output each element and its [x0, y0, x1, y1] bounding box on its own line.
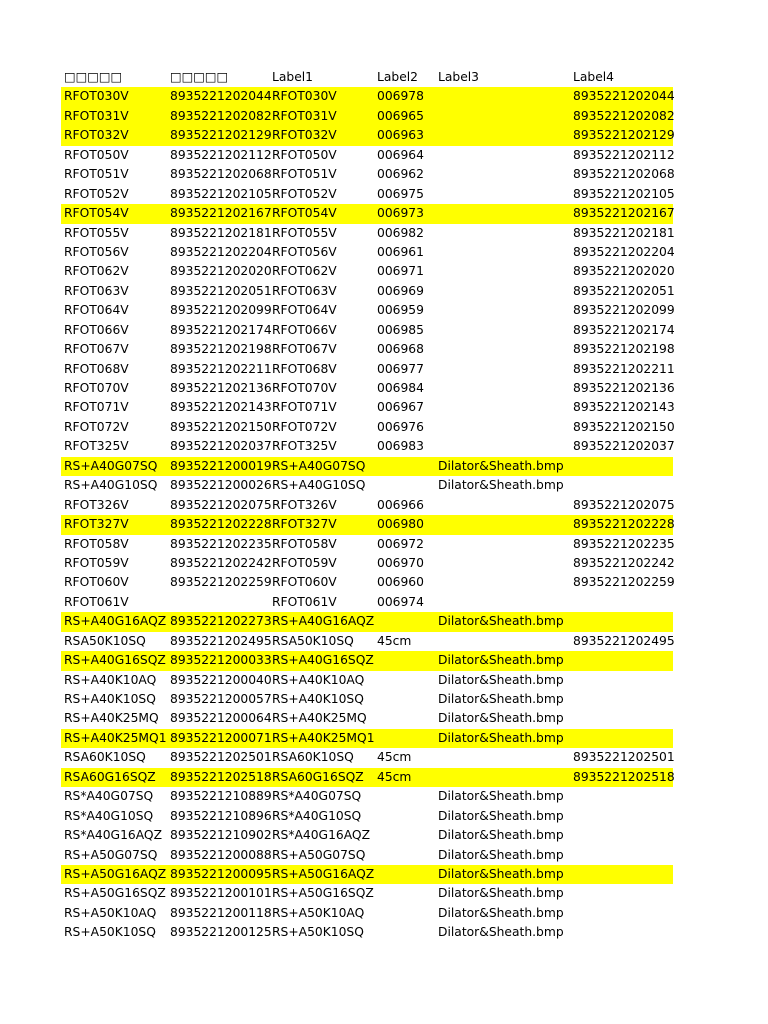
- product-code-cell[interactable]: RS+A40G07SQ: [64, 458, 158, 473]
- barcode-cell[interactable]: 8935221200101: [170, 886, 272, 901]
- label4-cell[interactable]: 8935221202051: [573, 283, 675, 298]
- column-header[interactable]: Label2: [377, 70, 418, 84]
- label3-cell[interactable]: Dilator&Sheath.bmp: [438, 925, 564, 940]
- table-row: [61, 573, 673, 592]
- label4-cell[interactable]: 8935221202174: [573, 322, 675, 337]
- product-code-cell[interactable]: RFOT327V: [64, 517, 129, 532]
- label4-cell[interactable]: 8935221202495: [573, 633, 675, 648]
- table-row: [61, 651, 673, 670]
- product-code-cell[interactable]: RS*A40G16AQZ: [64, 828, 163, 843]
- product-code-cell[interactable]: RS+A50G16AQZ: [64, 866, 167, 881]
- label3-cell[interactable]: Dilator&Sheath.bmp: [438, 478, 564, 493]
- label2-cell[interactable]: 006971: [377, 264, 424, 279]
- label4-cell[interactable]: 8935221202105: [573, 186, 675, 201]
- label1-cell[interactable]: RS+A40G16SQZ: [272, 653, 374, 668]
- barcode-cell[interactable]: 8935221200071: [170, 730, 272, 745]
- barcode-cell[interactable]: 8935221200019: [170, 458, 272, 473]
- label4-cell[interactable]: 8935221202037: [573, 439, 675, 454]
- product-code-cell[interactable]: RFOT071V: [64, 400, 129, 415]
- label2-cell[interactable]: 006965: [377, 108, 424, 123]
- label2-cell[interactable]: 006967: [377, 400, 424, 415]
- label2-cell[interactable]: 006969: [377, 283, 424, 298]
- product-code-cell[interactable]: RS+A40G10SQ: [64, 478, 158, 493]
- label3-cell[interactable]: Dilator&Sheath.bmp: [438, 614, 564, 629]
- label4-cell[interactable]: 8935221202150: [573, 419, 675, 434]
- label1-cell[interactable]: RFOT325V: [272, 439, 337, 454]
- label3-cell[interactable]: Dilator&Sheath.bmp: [438, 692, 564, 706]
- table-row: [61, 515, 673, 534]
- label1-cell[interactable]: RS+A50G16SQZ: [272, 886, 374, 901]
- label4-cell[interactable]: 8935221202228: [573, 517, 675, 532]
- label1-cell[interactable]: RFOT062V: [272, 264, 337, 279]
- label2-cell[interactable]: 45cm: [377, 750, 412, 765]
- barcode-cell[interactable]: 8935221202501: [170, 750, 272, 765]
- product-code-cell[interactable]: RS+A40K10SQ: [64, 692, 156, 706]
- label1-cell[interactable]: RSA60G16SQZ: [272, 769, 364, 784]
- label1-cell[interactable]: RS+A40K10SQ: [272, 692, 364, 706]
- label3-cell[interactable]: Dilator&Sheath.bmp: [438, 730, 564, 745]
- label3-cell[interactable]: Dilator&Sheath.bmp: [438, 711, 564, 726]
- product-code-cell[interactable]: RSA50K10SQ: [64, 633, 146, 648]
- barcode-cell[interactable]: 8935221202112: [170, 147, 272, 162]
- barcode-cell[interactable]: 8935221202051: [170, 283, 272, 298]
- product-code-cell[interactable]: RFOT067V: [64, 342, 129, 357]
- label1-cell[interactable]: RFOT072V: [272, 419, 337, 434]
- label1-cell[interactable]: RS+A50G16AQZ: [272, 866, 375, 881]
- column-header[interactable]: Label1: [272, 70, 313, 84]
- table-row: [61, 904, 673, 923]
- table-row: [61, 729, 673, 748]
- product-code-cell[interactable]: RFOT326V: [64, 497, 129, 512]
- label2-cell[interactable]: 006959: [377, 303, 424, 318]
- column-header[interactable]: □□□□□: [64, 70, 123, 84]
- table-row: [61, 301, 673, 320]
- label2-cell[interactable]: 006970: [377, 555, 424, 570]
- product-code-cell[interactable]: RS+A40K10AQ: [64, 672, 157, 687]
- label1-cell[interactable]: RFOT068V: [272, 361, 337, 376]
- product-code-cell[interactable]: RS+A50K10AQ: [64, 905, 157, 920]
- table-row: [61, 476, 673, 495]
- table-row: [61, 126, 673, 145]
- table-row: [61, 360, 673, 379]
- label1-cell[interactable]: RS*A40G10SQ: [272, 808, 362, 823]
- label2-cell[interactable]: 006978: [377, 89, 424, 104]
- label2-cell[interactable]: 006977: [377, 361, 424, 376]
- label2-cell[interactable]: 006964: [377, 147, 424, 162]
- table-row: [61, 87, 673, 106]
- barcode-cell[interactable]: 8935221202204: [170, 244, 272, 259]
- label1-cell[interactable]: RS+A40K10AQ: [272, 672, 365, 687]
- product-code-cell[interactable]: RFOT325V: [64, 439, 129, 454]
- table-row: [61, 612, 673, 631]
- label1-cell[interactable]: RFOT061V: [272, 594, 337, 609]
- barcode-cell[interactable]: 8935221202211: [170, 361, 272, 376]
- table-row: [61, 340, 673, 359]
- label2-cell[interactable]: 006962: [377, 167, 424, 182]
- label2-cell[interactable]: 006966: [377, 497, 424, 512]
- barcode-cell[interactable]: 8935221202495: [170, 633, 272, 648]
- label1-cell[interactable]: RFOT056V: [272, 244, 337, 259]
- label3-cell[interactable]: Dilator&Sheath.bmp: [438, 886, 564, 901]
- label1-cell[interactable]: RFOT050V: [272, 147, 337, 162]
- product-code-cell[interactable]: RFOT068V: [64, 361, 129, 376]
- barcode-cell[interactable]: 8935221202181: [170, 225, 272, 240]
- column-header[interactable]: Label3: [438, 70, 479, 84]
- label1-cell[interactable]: RFOT326V: [272, 497, 337, 512]
- label4-cell[interactable]: 8935221202082: [573, 108, 675, 123]
- label4-cell[interactable]: 8935221202075: [573, 497, 675, 512]
- label1-cell[interactable]: RFOT054V: [272, 206, 337, 221]
- label2-cell[interactable]: 006976: [377, 419, 424, 434]
- barcode-cell[interactable]: 8935221202259: [170, 575, 272, 590]
- product-code-cell[interactable]: RS+A40K25MQ1: [64, 730, 167, 745]
- table-row: [61, 690, 673, 709]
- label4-cell[interactable]: 8935221202068: [573, 167, 675, 182]
- barcode-cell[interactable]: 8935221202099: [170, 303, 272, 318]
- table-row: [61, 418, 673, 437]
- label1-cell[interactable]: RFOT064V: [272, 303, 337, 318]
- barcode-cell[interactable]: 8935221200064: [170, 711, 272, 726]
- product-code-cell[interactable]: RS+A40G16SQZ: [64, 653, 166, 668]
- product-code-cell[interactable]: RFOT031V: [64, 108, 129, 123]
- barcode-cell[interactable]: 8935221202143: [170, 400, 272, 415]
- barcode-cell[interactable]: 8935221202068: [170, 167, 272, 182]
- product-code-cell[interactable]: RFOT055V: [64, 225, 129, 240]
- label4-cell[interactable]: 8935221202198: [573, 342, 675, 357]
- barcode-cell[interactable]: 8935221202198: [170, 342, 272, 357]
- product-code-cell[interactable]: RS+A40K25MQ: [64, 711, 159, 726]
- table-row: [61, 846, 673, 865]
- label4-cell[interactable]: 8935221202020: [573, 264, 675, 279]
- barcode-cell[interactable]: 8935221202129: [170, 128, 272, 143]
- label3-cell[interactable]: Dilator&Sheath.bmp: [438, 789, 564, 804]
- label1-cell[interactable]: RFOT063V: [272, 283, 337, 298]
- product-code-cell[interactable]: RS+A50G16SQZ: [64, 886, 166, 901]
- label2-cell[interactable]: 006985: [377, 322, 424, 337]
- header-row: [61, 68, 673, 87]
- label1-cell[interactable]: RSA60K10SQ: [272, 750, 354, 765]
- table-row: [61, 554, 673, 573]
- label4-cell[interactable]: 8935221202136: [573, 381, 675, 395]
- column-header[interactable]: Label4: [573, 70, 614, 84]
- product-code-cell[interactable]: RFOT056V: [64, 244, 129, 259]
- barcode-cell[interactable]: 8935221202174: [170, 322, 272, 337]
- product-code-cell[interactable]: RFOT066V: [64, 322, 129, 337]
- product-code-cell[interactable]: RFOT051V: [64, 167, 129, 182]
- table-row: [61, 768, 673, 787]
- product-code-cell[interactable]: RSA60K10SQ: [64, 750, 146, 765]
- label1-cell[interactable]: RS+A50G07SQ: [272, 847, 366, 862]
- label2-cell[interactable]: 006982: [377, 225, 424, 240]
- table-row: [61, 457, 673, 476]
- label1-cell[interactable]: RS+A40G10SQ: [272, 478, 366, 493]
- barcode-cell[interactable]: 8935221200088: [170, 847, 272, 862]
- table-row: [61, 146, 673, 165]
- barcode-cell[interactable]: 8935221202235: [170, 536, 272, 551]
- table-body: [61, 87, 673, 942]
- label1-cell[interactable]: RS+A40G07SQ: [272, 458, 366, 473]
- label1-cell[interactable]: RFOT070V: [272, 381, 337, 395]
- label4-cell[interactable]: 8935221202181: [573, 225, 675, 240]
- label1-cell[interactable]: RS+A40G16AQZ: [272, 614, 375, 629]
- table-row: [61, 884, 673, 903]
- label3-cell[interactable]: Dilator&Sheath.bmp: [438, 808, 564, 823]
- table-row: [61, 535, 673, 554]
- barcode-cell[interactable]: 8935221202136: [170, 381, 272, 395]
- column-header[interactable]: □□□□□: [170, 70, 229, 84]
- table-row: [61, 262, 673, 281]
- table-row: [61, 107, 673, 126]
- label1-cell[interactable]: RS+A50K10AQ: [272, 905, 365, 920]
- product-code-cell[interactable]: RFOT070V: [64, 381, 129, 395]
- label2-cell[interactable]: 006974: [377, 594, 424, 609]
- table-row: [61, 632, 673, 651]
- barcode-cell[interactable]: 8935221202105: [170, 186, 272, 201]
- table-row: [61, 496, 673, 515]
- label1-cell[interactable]: RFOT059V: [272, 555, 337, 570]
- table-row: [61, 185, 673, 204]
- label2-cell[interactable]: 006984: [377, 381, 424, 395]
- label2-cell[interactable]: 006975: [377, 186, 424, 201]
- label2-cell[interactable]: 006980: [377, 517, 424, 532]
- table-row: [61, 865, 673, 884]
- table-row: [61, 923, 673, 942]
- label4-cell[interactable]: 8935221202167: [573, 206, 675, 221]
- barcode-cell[interactable]: 8935221202273: [170, 614, 272, 629]
- label1-cell[interactable]: RS+A50K10SQ: [272, 925, 364, 940]
- product-code-cell[interactable]: RFOT052V: [64, 186, 129, 201]
- table-row: [61, 787, 673, 806]
- label1-cell[interactable]: RS*A40G07SQ: [272, 789, 362, 804]
- product-code-cell[interactable]: RFOT064V: [64, 303, 129, 318]
- table-row: [61, 748, 673, 767]
- label4-cell[interactable]: 8935221202204: [573, 244, 675, 259]
- table-row: [61, 709, 673, 728]
- product-code-cell[interactable]: RFOT058V: [64, 536, 129, 551]
- label3-cell[interactable]: Dilator&Sheath.bmp: [438, 672, 564, 687]
- label2-cell[interactable]: 006972: [377, 536, 424, 551]
- barcode-cell[interactable]: 8935221202037: [170, 439, 272, 454]
- barcode-cell[interactable]: 8935221202228: [170, 517, 272, 532]
- label4-cell[interactable]: 8935221202518: [573, 769, 675, 784]
- barcode-cell[interactable]: 8935221200057: [170, 692, 272, 706]
- label2-cell[interactable]: 006961: [377, 244, 424, 259]
- label2-cell[interactable]: 006960: [377, 575, 424, 590]
- barcode-cell[interactable]: 8935221202167: [170, 206, 272, 221]
- label1-cell[interactable]: RS*A40G16AQZ: [272, 828, 371, 843]
- label2-cell[interactable]: 006963: [377, 128, 424, 143]
- label2-cell[interactable]: 006983: [377, 439, 424, 454]
- barcode-cell[interactable]: 8935221210896: [170, 808, 272, 823]
- label1-cell[interactable]: RFOT066V: [272, 322, 337, 337]
- label1-cell[interactable]: RFOT051V: [272, 167, 337, 182]
- label1-cell[interactable]: RFOT327V: [272, 517, 337, 532]
- table-row: [61, 671, 673, 690]
- table-row: [61, 243, 673, 262]
- table-row: [61, 379, 673, 398]
- barcode-cell[interactable]: 8935221202044: [170, 89, 272, 104]
- barcode-cell[interactable]: 8935221202242: [170, 555, 272, 570]
- label1-cell[interactable]: RFOT031V: [272, 108, 337, 123]
- label3-cell[interactable]: Dilator&Sheath.bmp: [438, 458, 564, 473]
- label4-cell[interactable]: 8935221202099: [573, 303, 675, 318]
- barcode-cell[interactable]: 8935221202075: [170, 497, 272, 512]
- product-code-cell[interactable]: RFOT032V: [64, 128, 129, 143]
- label1-cell[interactable]: RFOT030V: [272, 89, 337, 104]
- label4-cell[interactable]: 8935221202501: [573, 750, 675, 765]
- label4-cell[interactable]: 8935221202044: [573, 89, 675, 104]
- label3-cell[interactable]: Dilator&Sheath.bmp: [438, 653, 564, 668]
- spreadsheet: [61, 68, 673, 943]
- table-row: [61, 282, 673, 301]
- table-row: [61, 224, 673, 243]
- barcode-cell[interactable]: 8935221210889: [170, 789, 272, 804]
- table-row: [61, 321, 673, 340]
- product-code-cell[interactable]: RFOT062V: [64, 264, 129, 279]
- label1-cell[interactable]: RSA50K10SQ: [272, 633, 354, 648]
- label3-cell[interactable]: Dilator&Sheath.bmp: [438, 828, 564, 843]
- product-code-cell[interactable]: RS*A40G10SQ: [64, 808, 154, 823]
- product-code-cell[interactable]: RS*A40G07SQ: [64, 789, 154, 804]
- product-code-cell[interactable]: RS+A40G16AQZ: [64, 614, 167, 629]
- product-code-cell[interactable]: RFOT050V: [64, 147, 129, 162]
- product-code-cell[interactable]: RFOT054V: [64, 206, 129, 221]
- barcode-cell[interactable]: 8935221200125: [170, 925, 272, 940]
- product-code-cell[interactable]: RFOT059V: [64, 555, 129, 570]
- label1-cell[interactable]: RFOT071V: [272, 400, 337, 415]
- label1-cell[interactable]: RFOT067V: [272, 342, 337, 357]
- label3-cell[interactable]: Dilator&Sheath.bmp: [438, 866, 564, 881]
- table-row: [61, 807, 673, 826]
- label4-cell[interactable]: 8935221202235: [573, 536, 675, 551]
- product-code-cell[interactable]: RFOT060V: [64, 575, 129, 590]
- table-row: [61, 398, 673, 417]
- label4-cell[interactable]: 8935221202242: [573, 555, 675, 570]
- barcode-cell[interactable]: 8935221202082: [170, 108, 272, 123]
- label4-cell[interactable]: 8935221202259: [573, 575, 675, 590]
- product-code-cell[interactable]: RS+A50K10SQ: [64, 925, 156, 940]
- label2-cell[interactable]: 45cm: [377, 633, 412, 648]
- barcode-cell[interactable]: 8935221200095: [170, 866, 272, 881]
- label4-cell[interactable]: 8935221202129: [573, 128, 675, 143]
- product-code-cell[interactable]: RFOT063V: [64, 283, 129, 298]
- label4-cell[interactable]: 8935221202143: [573, 400, 675, 415]
- barcode-cell[interactable]: 8935221202518: [170, 769, 272, 784]
- product-code-cell[interactable]: RFOT072V: [64, 419, 129, 434]
- label1-cell[interactable]: RS+A40K25MQ: [272, 711, 367, 726]
- barcode-cell[interactable]: 8935221200026: [170, 478, 272, 493]
- barcode-cell[interactable]: 8935221200118: [170, 905, 272, 920]
- barcode-cell[interactable]: 8935221200033: [170, 653, 272, 668]
- label3-cell[interactable]: Dilator&Sheath.bmp: [438, 905, 564, 920]
- barcode-cell[interactable]: 8935221202020: [170, 264, 272, 279]
- label3-cell[interactable]: Dilator&Sheath.bmp: [438, 847, 564, 862]
- label1-cell[interactable]: RFOT060V: [272, 575, 337, 590]
- barcode-cell[interactable]: 8935221210902: [170, 828, 272, 843]
- product-code-cell[interactable]: RFOT061V: [64, 594, 129, 609]
- table-row: [61, 826, 673, 845]
- label1-cell[interactable]: RFOT052V: [272, 186, 337, 201]
- table-row: [61, 165, 673, 184]
- label1-cell[interactable]: RS+A40K25MQ1: [272, 730, 375, 745]
- label4-cell[interactable]: 8935221202211: [573, 361, 675, 376]
- label2-cell[interactable]: 006973: [377, 206, 424, 221]
- barcode-cell[interactable]: 8935221202150: [170, 419, 272, 434]
- label1-cell[interactable]: RFOT032V: [272, 128, 337, 143]
- label2-cell[interactable]: 45cm: [377, 769, 412, 784]
- table-row: [61, 437, 673, 456]
- table-row: [61, 593, 673, 612]
- label1-cell[interactable]: RFOT055V: [272, 225, 337, 240]
- label2-cell[interactable]: 006968: [377, 342, 424, 357]
- product-code-cell[interactable]: RSA60G16SQZ: [64, 769, 156, 784]
- table-row: [61, 204, 673, 223]
- product-code-cell[interactable]: RFOT030V: [64, 89, 129, 104]
- label4-cell[interactable]: 8935221202112: [573, 147, 675, 162]
- label1-cell[interactable]: RFOT058V: [272, 536, 337, 551]
- barcode-cell[interactable]: 8935221200040: [170, 672, 272, 687]
- product-code-cell[interactable]: RS+A50G07SQ: [64, 847, 158, 862]
